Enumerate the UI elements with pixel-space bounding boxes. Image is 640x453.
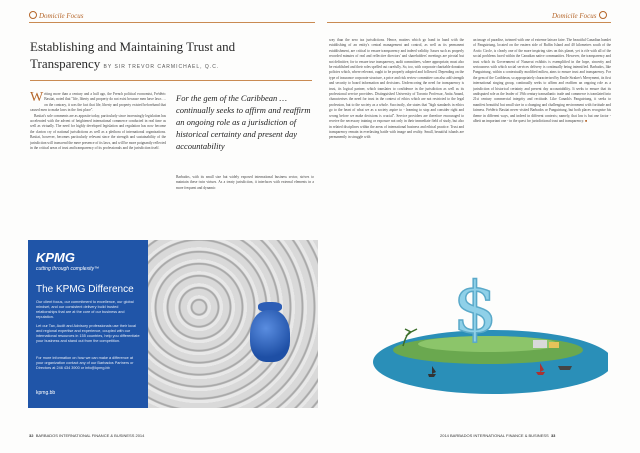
title-rule	[30, 80, 312, 81]
ad-tagline: cutting through complexity™	[36, 266, 100, 272]
footer-right: 2014 BARBADOS INTERNATIONAL FINANCE & BUSINESS 33	[440, 433, 556, 438]
header-rule-right	[327, 22, 611, 23]
kpmg-advertisement	[28, 240, 318, 408]
byline: BY SIR TREVOR CARMICHAEL, Q.C.	[103, 64, 220, 70]
header-rule-left	[29, 22, 315, 23]
building	[549, 342, 559, 348]
blue-vase	[250, 310, 290, 362]
drop-cap: W	[30, 92, 44, 105]
section-header-left: Domicile Focus	[29, 11, 84, 20]
magnifier-icon	[599, 11, 607, 19]
ad-heading: The KPMG Difference	[36, 284, 134, 295]
article-title: Establishing and Maintaining Trust and Transparency BY SIR TREVOR CARMICHAEL, Q.C.	[30, 39, 236, 71]
article-column-3: way than the zero tax jurisdictions. Hence, matters which go hand in hand with the establishing of an entity's central management and control, as well as its permanent establishment, are critical to ensure transparency and indeed validity. Issues such as properly recorded minutes of real and reflective directors' and shareholders' meetings are pivotal but not definitive, for to ensure true transparency, audit committees, where appropriate, must also be established and their roles spelled out carefully. So, too, with corporate charitable donation policies which, where relevant, ought to be properly adopted and followed. Depending on the type of insurance corporate structure, a price and risk review committee can also add strength and security to board information and decisions. Underscoring the need for transparency is trust, its logical partner, which translates to confidence in the jurisdiction as well as its professional service providers. Distinguished University of Toronto Professor, Anita Anand, characterises the need for trust in the context of ethics which are not restricted to the legal profession, but to the society as a whole. Succinctly, she states that "high standards in ethics go to the heart of what we as a society aspire to - learning to stop and consider right and wrong before we make decisions is crucial". Service providers are therefore encouraged to receive the necessary training or exposure not only in their immediate field of study, but also in related disciplines within the areas of international business and ethical practice. Trust and transparency remain in everlasting battle with image and reality. Small, beautiful islands are permanently in struggle with	[329, 38, 464, 140]
article-continuation: Barbados, with its small size but widely exposed international business sector, strives to maintain these twin virtues. As a treaty jurisdiction, it interfaces with external elements in a more frequent and dynamic	[176, 175, 314, 190]
pull-quote: For the gem of the Caribbean … continually seeks to affirm and reaffirm an ongoing role as a jurisdiction of historical certainty and present day accountability	[176, 93, 311, 151]
ad-paragraph-2: Let our Tax, Audit and Advisory professionals use their local and regional expertise and experience, coupled with our international resources in 155 countries, help you differentiate your business and stand out from the competition.	[36, 324, 140, 343]
building	[533, 340, 547, 348]
magnifier-icon	[29, 11, 37, 19]
ad-text-panel	[28, 240, 148, 408]
ship-icon	[558, 366, 572, 370]
article-column-1: Writing more than a century and a half ago, the French political economist, Frédéric Bastiat, noted that "life, liberty and property do not exist because men have laws … on the contrary, it was the fact that life, liberty and property existed beforehand that caused men to make laws in the first place". Bastiat's sole comments are as apposite today, particularly since increasingly legislation has accelerated with the advent of heightened international commerce conducted in real time as well as virtually. The need for highly developed legislation and regulation has now become the clarion cry of national jurisdictions as well as a plethora of international organizations. Bastiat, however, becomes particularly relevant since the strength and sustainability of the jurisdiction will transcend the mere presence of its laws, and will be more poignantly reflected in the critical areas of trust and transparency of its professionals and the jurisdiction itself.	[30, 92, 166, 151]
dollar-sign-icon: $	[453, 267, 498, 349]
page-number-right: 33	[550, 433, 556, 438]
page-number-left: 32	[29, 433, 34, 438]
ad-paragraph-3: For more information on how we can make a difference at your organization contact any of our Barbados Partners or Directors at 246 434 3900 or info@kpmg.bb	[36, 356, 134, 370]
end-mark-icon: ■	[584, 119, 588, 124]
pottery-photo	[148, 240, 318, 408]
ad-paragraph-1: Our client focus, our commitment to excellence, our global mindset, and our consistent delivery build trusted relationships that are at the core of our business and reputation.	[36, 300, 134, 319]
ad-url[interactable]: kpmg.bb	[36, 390, 56, 396]
footer-left: 32 BARBADOS INTERNATIONAL FINANCE & BUSINESS 2014	[29, 433, 145, 438]
article-column-4: an image of paradise, twinned with one of extreme laissez faire. The beautiful Canadian hamlet of Panguirtung, located on the eastern side of Baffin Island and 40 kilometres south of the Arctic Circle, is clearly one of the more inspiring sites on this planet, yet is rife with all of the social problems faced within the Canadian native communities. However, the transparency and trust which its Government of Nunavut exhibits is exemplified in the hope, sincerity and seriousness with which social services delivery is continually being intensified. Barbados, like Panguirtung, within a contextually modified milieu, aims to ensure trust and transparency. For the gem of the Caribbean, so appropriately characterised by Emile Straker's Merryment, its first international singing group, continually seeks to affirm and reaffirm an ongoing role as a jurisdiction of historical certainty and present day accountability. It seeks to ensure that its undisputed role as the leader of 19th century transatlantic trade and commerce is translated into 21st century commercial integrity and rectitude. Like Canada's Panguirtung, it seeks to manifest beautiful but small size in a changing and challenging environment with fortitude and fairness. Frédéric Bastiat never visited Barbados or Panguirtung, but both places recognise his theme in different ways, and indeed in different contexts; namely, that law is but one factor - albeit an important one - in the quest for jurisdictional trust and transparency. ■	[473, 38, 611, 124]
island-illustration	[358, 240, 608, 408]
kpmg-logo: KPMG	[36, 250, 75, 265]
section-header-right: Domicile Focus	[552, 11, 609, 20]
